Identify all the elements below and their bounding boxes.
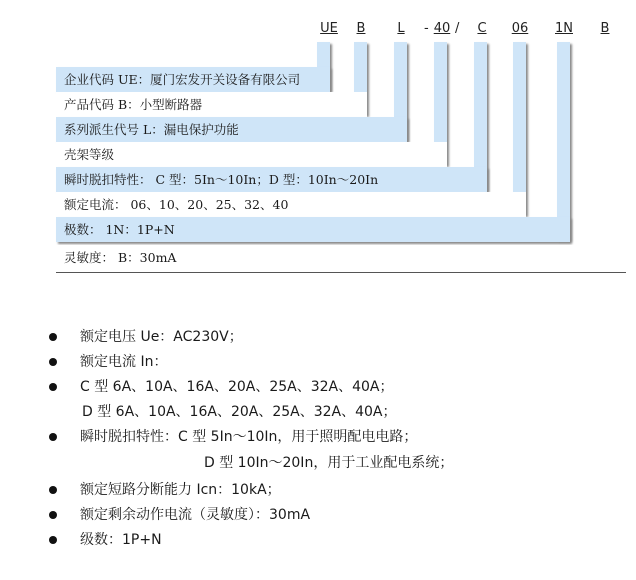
spec-trip-d: D 型 10In～20In，用于工业配电系统； [204, 455, 454, 471]
connector-poles [557, 42, 570, 240]
code-c: C [477, 21, 487, 36]
spec-voltage: 额定电压 Ue：AC230V； [80, 329, 243, 345]
bullet-icon [49, 511, 57, 519]
code-dash: - [424, 21, 429, 36]
legend-row-sensitivity: 灵敏度： B：30mA [56, 245, 616, 270]
bullet-icon [49, 536, 57, 544]
bullet-icon [49, 333, 57, 341]
bullet-icon [49, 433, 57, 441]
code-b: B [356, 21, 366, 36]
bullet-icon [49, 358, 57, 366]
legend-bottom-rule [56, 272, 626, 273]
code-poles: 1N [555, 21, 573, 36]
connector-rating [513, 42, 526, 215]
spec-trip-c: 瞬时脱扣特性：C 型 5In～10In，用于照明配电电路； [80, 429, 418, 445]
legend-row-product: 产品代码 B：小型断路器 [56, 92, 367, 117]
code-frame: 40 [433, 21, 451, 36]
legend-row-company: 企业代码 UE：厦门宏发开关设备有限公司 [56, 67, 330, 92]
spec-breaking: 额定短路分断能力 Icn：10kA； [80, 482, 281, 498]
spec-poles: 级数：1P+N [80, 532, 162, 548]
spec-residual: 额定剩余动作电流（灵敏度）：30mA [80, 507, 311, 523]
code-rating: 06 [511, 21, 529, 36]
legend-row-current: 额定电流： 06、10、20、25、32、40 [56, 192, 526, 217]
code-b2: B [600, 21, 610, 36]
spec-current-d: D 型 6A、10A、16A、20A、25A、32A、40A； [82, 404, 397, 420]
spec-current-c: C 型 6A、10A、16A、20A、25A、32A、40A； [80, 379, 394, 395]
legend-row-series: 系列派生代号 L：漏电保护功能 [56, 117, 407, 142]
legend-row-poles: 极数： 1N：1P+N [56, 217, 570, 242]
code-l: L [397, 21, 405, 36]
spec-current: 额定电流 In： [80, 354, 168, 370]
legend-row-trip: 瞬时脱扣特性： C 型：5In～10In；D 型：10In～20In [56, 167, 487, 192]
legend-row-frame: 壳架等级 [56, 142, 447, 167]
bullet-icon [49, 486, 57, 494]
code-ue: UE [320, 21, 338, 36]
code-slash: / [455, 21, 460, 36]
bullet-icon [49, 383, 57, 391]
